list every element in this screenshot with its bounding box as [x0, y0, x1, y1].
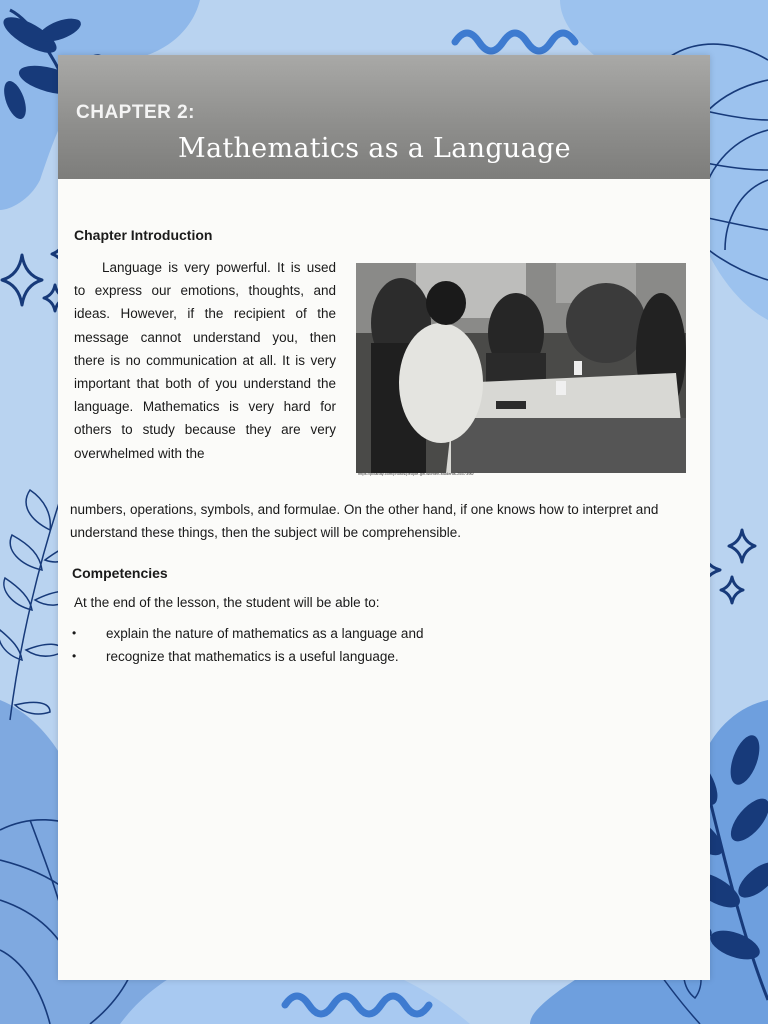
- bullet-icon: •: [72, 626, 77, 640]
- photo-caption: https://pixabay.com/photos/people-girl-women-students-2557396/: [358, 471, 474, 476]
- chapter-title: Mathematics as a Language: [178, 133, 571, 164]
- document-page: [58, 55, 710, 980]
- chapter-banner: [58, 55, 710, 179]
- competencies-list: [72, 622, 423, 668]
- list-item: [72, 645, 423, 668]
- bullet-icon: •: [72, 649, 77, 663]
- competencies-intro: At the end of the lesson, the student will be able to:: [74, 595, 380, 610]
- classroom-photo: [356, 263, 686, 473]
- list-item: [72, 622, 423, 645]
- introduction-paragraph: Language is very powerful. It is used to express our emotions, thoughts, and ideas. However, if the recipient of the message cannot understand you, then there is no communication at all. It is very important that both of you understand the language. Mathematics is very hard for others to study because they are very overwhelmed with the: [74, 260, 336, 461]
- chapter-number: CHAPTER 2:: [76, 102, 196, 123]
- squiggle-line-icon: [455, 33, 575, 51]
- introduction-heading: Chapter Introduction: [74, 227, 213, 243]
- competency-text: explain the nature of mathematics as a language and: [106, 626, 424, 641]
- competencies-heading: Competencies: [72, 565, 168, 581]
- competency-text: recognize that mathematics is a useful language.: [106, 649, 399, 664]
- introduction-continuation: numbers, operations, symbols, and formulae. On the other hand, if one knows how to interpret and understand these things, then the subject will be comprehensible.: [70, 502, 659, 540]
